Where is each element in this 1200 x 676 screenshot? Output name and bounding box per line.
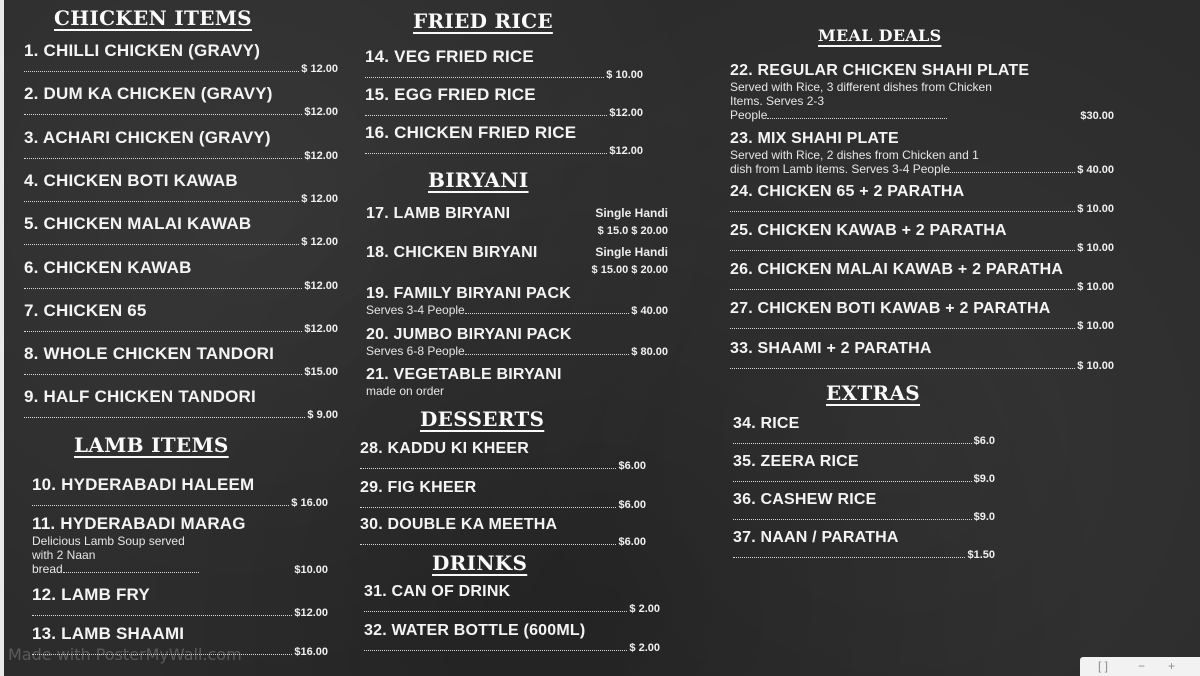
menu-item [24, 344, 338, 378]
item-price: $12.00 [304, 280, 338, 292]
item-name: 37. NAAN / PARATHA [733, 529, 899, 546]
fried-rice-heading: FRIED RICE [413, 9, 553, 33]
item-description: Served with Rice, 3 different dishes from Chicken [730, 80, 992, 94]
dot-leader [365, 108, 607, 116]
left-edge-border [0, 0, 4, 676]
menu-item [32, 585, 328, 619]
menu-item [733, 491, 995, 523]
item-price: $ 10.00 [1077, 242, 1114, 254]
dot-leader [24, 107, 302, 115]
item-price: $ 12.00 [301, 236, 338, 248]
dot-leader [364, 604, 627, 612]
dot-leader [730, 243, 1075, 251]
dot-leader [767, 111, 947, 119]
menu-item [364, 583, 660, 615]
viewer-controls [1080, 657, 1200, 676]
item-name: 15. EGG FRIED RICE [365, 85, 536, 104]
menu-item [24, 171, 338, 205]
item-price: $ 2.00 [629, 642, 660, 654]
menu-item [24, 41, 338, 75]
dot-leader [465, 347, 630, 355]
dot-leader [360, 461, 616, 469]
watermark-text: Made with PosterMyWall.com [8, 645, 242, 664]
item-name: 18. CHICKEN BIRYANI [366, 244, 538, 261]
item-price: $16.00 [294, 646, 328, 658]
dot-leader [24, 281, 302, 289]
extras-heading: EXTRAS [826, 381, 921, 405]
item-description: Delicious Lamb Soup served [32, 534, 185, 548]
item-prices: $ 15.0 $ 20.00 [597, 225, 668, 237]
item-description: with 2 Naan [32, 548, 96, 562]
dot-leader [24, 237, 299, 245]
meal-deals-heading: MEAL DEALS [818, 26, 942, 45]
dot-leader [24, 194, 299, 202]
item-name: 5. CHICKEN MALAI KAWAB [24, 214, 252, 233]
biryani-heading: BIRYANI [428, 168, 529, 192]
item-name: 23. MIX SHAHI PLATE [730, 130, 899, 147]
menu-item [32, 514, 328, 576]
item-description: People [730, 108, 768, 122]
item-name: 2. DUM KA CHICKEN (GRAVY) [24, 84, 273, 103]
item-price: $ 40.00 [1077, 164, 1114, 176]
item-price: $ 2.00 [629, 603, 660, 615]
menu-item [365, 47, 643, 81]
item-price: $1.50 [967, 549, 995, 561]
menu-item [366, 366, 668, 398]
menu-item [366, 285, 668, 317]
drinks-heading: DRINKS [432, 551, 528, 575]
menu-item [24, 387, 338, 421]
item-description: bread [32, 562, 63, 576]
item-price: $6.00 [618, 499, 646, 511]
item-price: $ 12.00 [301, 193, 338, 205]
dot-leader [733, 550, 965, 558]
menu-item [364, 622, 660, 654]
item-price: $12.00 [294, 607, 328, 619]
dot-leader [32, 608, 292, 616]
item-price: $12.00 [304, 150, 338, 162]
item-price: $ 10.00 [1077, 203, 1114, 215]
dot-leader [365, 70, 604, 78]
item-name: 22. REGULAR CHICKEN SHAHI PLATE [730, 62, 1030, 79]
item-description: Serves 3-4 People [366, 303, 465, 317]
item-price: $6.00 [618, 536, 646, 548]
item-price: $10.00 [294, 564, 328, 576]
item-description: dish from Lamb items. Serves 3-4 People [730, 162, 951, 176]
menu-item [32, 475, 328, 509]
item-name: 32. WATER BOTTLE (600ML) [364, 622, 586, 639]
item-description: Served with Rice, 2 dishes from Chicken and 1 [730, 148, 979, 162]
item-name: 7. CHICKEN 65 [24, 301, 147, 320]
menu-item [24, 84, 338, 118]
item-name: 27. CHICKEN BOTI KAWAB + 2 PARATHA [730, 300, 1051, 317]
zoom-in-icon[interactable]: + [1168, 659, 1176, 673]
dot-leader [24, 64, 299, 72]
item-description: Items. Serves 2-3 [730, 94, 825, 108]
item-name: 16. CHICKEN FRIED RICE [365, 123, 577, 142]
dot-leader [730, 204, 1075, 212]
size-header: Single Handi [595, 206, 668, 220]
item-name: 31. CAN OF DRINK [364, 583, 511, 600]
item-price: $ 10.00 [1077, 360, 1114, 372]
item-prices: $ 15.00 $ 20.00 [591, 264, 668, 276]
item-name: 28. KADDU KI KHEER [360, 440, 529, 457]
item-name: 8. WHOLE CHICKEN TANDORI [24, 344, 275, 363]
dot-leader [733, 512, 972, 520]
menu-item [366, 205, 668, 237]
dot-leader [365, 146, 607, 154]
item-name: 21. VEGETABLE BIRYANI [366, 366, 562, 383]
item-name: 3. ACHARI CHICKEN (GRAVY) [24, 128, 271, 147]
menu-item [366, 326, 668, 358]
item-description: Serves 6-8 People [366, 344, 465, 358]
dot-leader [360, 500, 616, 508]
menu-item [24, 128, 338, 162]
menu-item [730, 222, 1114, 254]
menu-item [360, 479, 646, 511]
menu-item [730, 130, 1114, 176]
dot-leader [24, 367, 302, 375]
dot-leader [730, 282, 1075, 290]
item-name: 9. HALF CHICKEN TANDORI [24, 387, 256, 406]
dot-leader [63, 565, 199, 573]
menu-item [365, 85, 643, 119]
item-description: made on order [366, 384, 445, 398]
item-price: $9.0 [973, 473, 995, 485]
fullscreen-icon[interactable]: [ ] [1098, 659, 1109, 673]
size-header: Single Handi [595, 245, 668, 259]
item-name: 35. ZEERA RICE [733, 453, 859, 470]
item-name: 29. FIG KHEER [360, 479, 477, 496]
item-name: 36. CASHEW RICE [733, 491, 877, 508]
dot-leader [730, 321, 1075, 329]
item-name: 20. JUMBO BIRYANI PACK [366, 326, 572, 343]
item-price: $ 10.00 [1077, 281, 1114, 293]
menu-item [730, 340, 1114, 372]
item-name: 24. CHICKEN 65 + 2 PARATHA [730, 183, 965, 200]
menu-item [366, 244, 668, 276]
menu-item [730, 261, 1114, 293]
item-name: 14. VEG FRIED RICE [365, 47, 534, 66]
item-price: $ 12.00 [301, 63, 338, 75]
dot-leader [24, 151, 302, 159]
dot-leader [730, 361, 1075, 369]
menu-item [730, 62, 1114, 122]
dot-leader [465, 306, 630, 314]
menu-item [733, 529, 995, 561]
menu-item [365, 123, 643, 157]
dot-leader [32, 498, 289, 506]
lamb-items-heading: LAMB ITEMS [74, 433, 229, 457]
menu-item [733, 415, 995, 447]
item-name: 6. CHICKEN KAWAB [24, 258, 192, 277]
dot-leader [950, 165, 1075, 173]
menu-item [730, 300, 1114, 332]
item-price: $12.00 [304, 106, 338, 118]
dot-leader [733, 436, 972, 444]
item-name: 26. CHICKEN MALAI KAWAB + 2 PARATHA [730, 261, 1064, 278]
item-name: 10. HYDERABADI HALEEM [32, 475, 255, 494]
item-price: $6.0 [973, 435, 995, 447]
dot-leader [24, 324, 302, 332]
menu-item [24, 214, 338, 248]
zoom-out-icon[interactable]: − [1138, 659, 1146, 673]
item-price: $ 9.00 [307, 409, 338, 421]
item-price: $ 10.00 [1077, 320, 1114, 332]
item-name: 1. CHILLI CHICKEN (GRAVY) [24, 41, 261, 60]
item-price: $15.00 [304, 366, 338, 378]
item-price: $12.00 [609, 107, 643, 119]
desserts-heading: DESSERTS [420, 407, 545, 431]
item-price: $12.00 [609, 145, 643, 157]
dot-leader [733, 474, 972, 482]
menu-item [24, 258, 338, 292]
item-name: 34. RICE [733, 415, 800, 432]
item-name: 4. CHICKEN BOTI KAWAB [24, 171, 238, 190]
item-price: $ 80.00 [631, 346, 668, 358]
dot-leader [360, 537, 616, 545]
item-price: $6.00 [618, 460, 646, 472]
item-name: 30. DOUBLE KA MEETHA [360, 516, 558, 533]
item-price: $ 10.00 [606, 69, 643, 81]
menu-item [730, 183, 1114, 215]
item-name: 19. FAMILY BIRYANI PACK [366, 285, 571, 302]
item-name: 13. LAMB SHAAMI [32, 624, 185, 643]
item-name: 25. CHICKEN KAWAB + 2 PARATHA [730, 222, 1007, 239]
item-price: $9.0 [973, 511, 995, 523]
menu-item [733, 453, 995, 485]
item-price: $ 16.00 [291, 497, 328, 509]
chicken-items-heading: CHICKEN ITEMS [54, 6, 252, 30]
menu-item [360, 440, 646, 472]
item-price: $30.00 [1080, 110, 1114, 122]
item-name: 12. LAMB FRY [32, 585, 150, 604]
dot-leader [364, 643, 627, 651]
menu-item [24, 301, 338, 335]
item-name: 17. LAMB BIRYANI [366, 205, 511, 222]
item-price: $ 40.00 [631, 305, 668, 317]
item-name: 11. HYDERABADI MARAG [32, 514, 246, 533]
item-name: 33. SHAAMI + 2 PARATHA [730, 340, 932, 357]
item-price: $12.00 [304, 323, 338, 335]
menu-item [360, 516, 646, 548]
dot-leader [24, 410, 305, 418]
